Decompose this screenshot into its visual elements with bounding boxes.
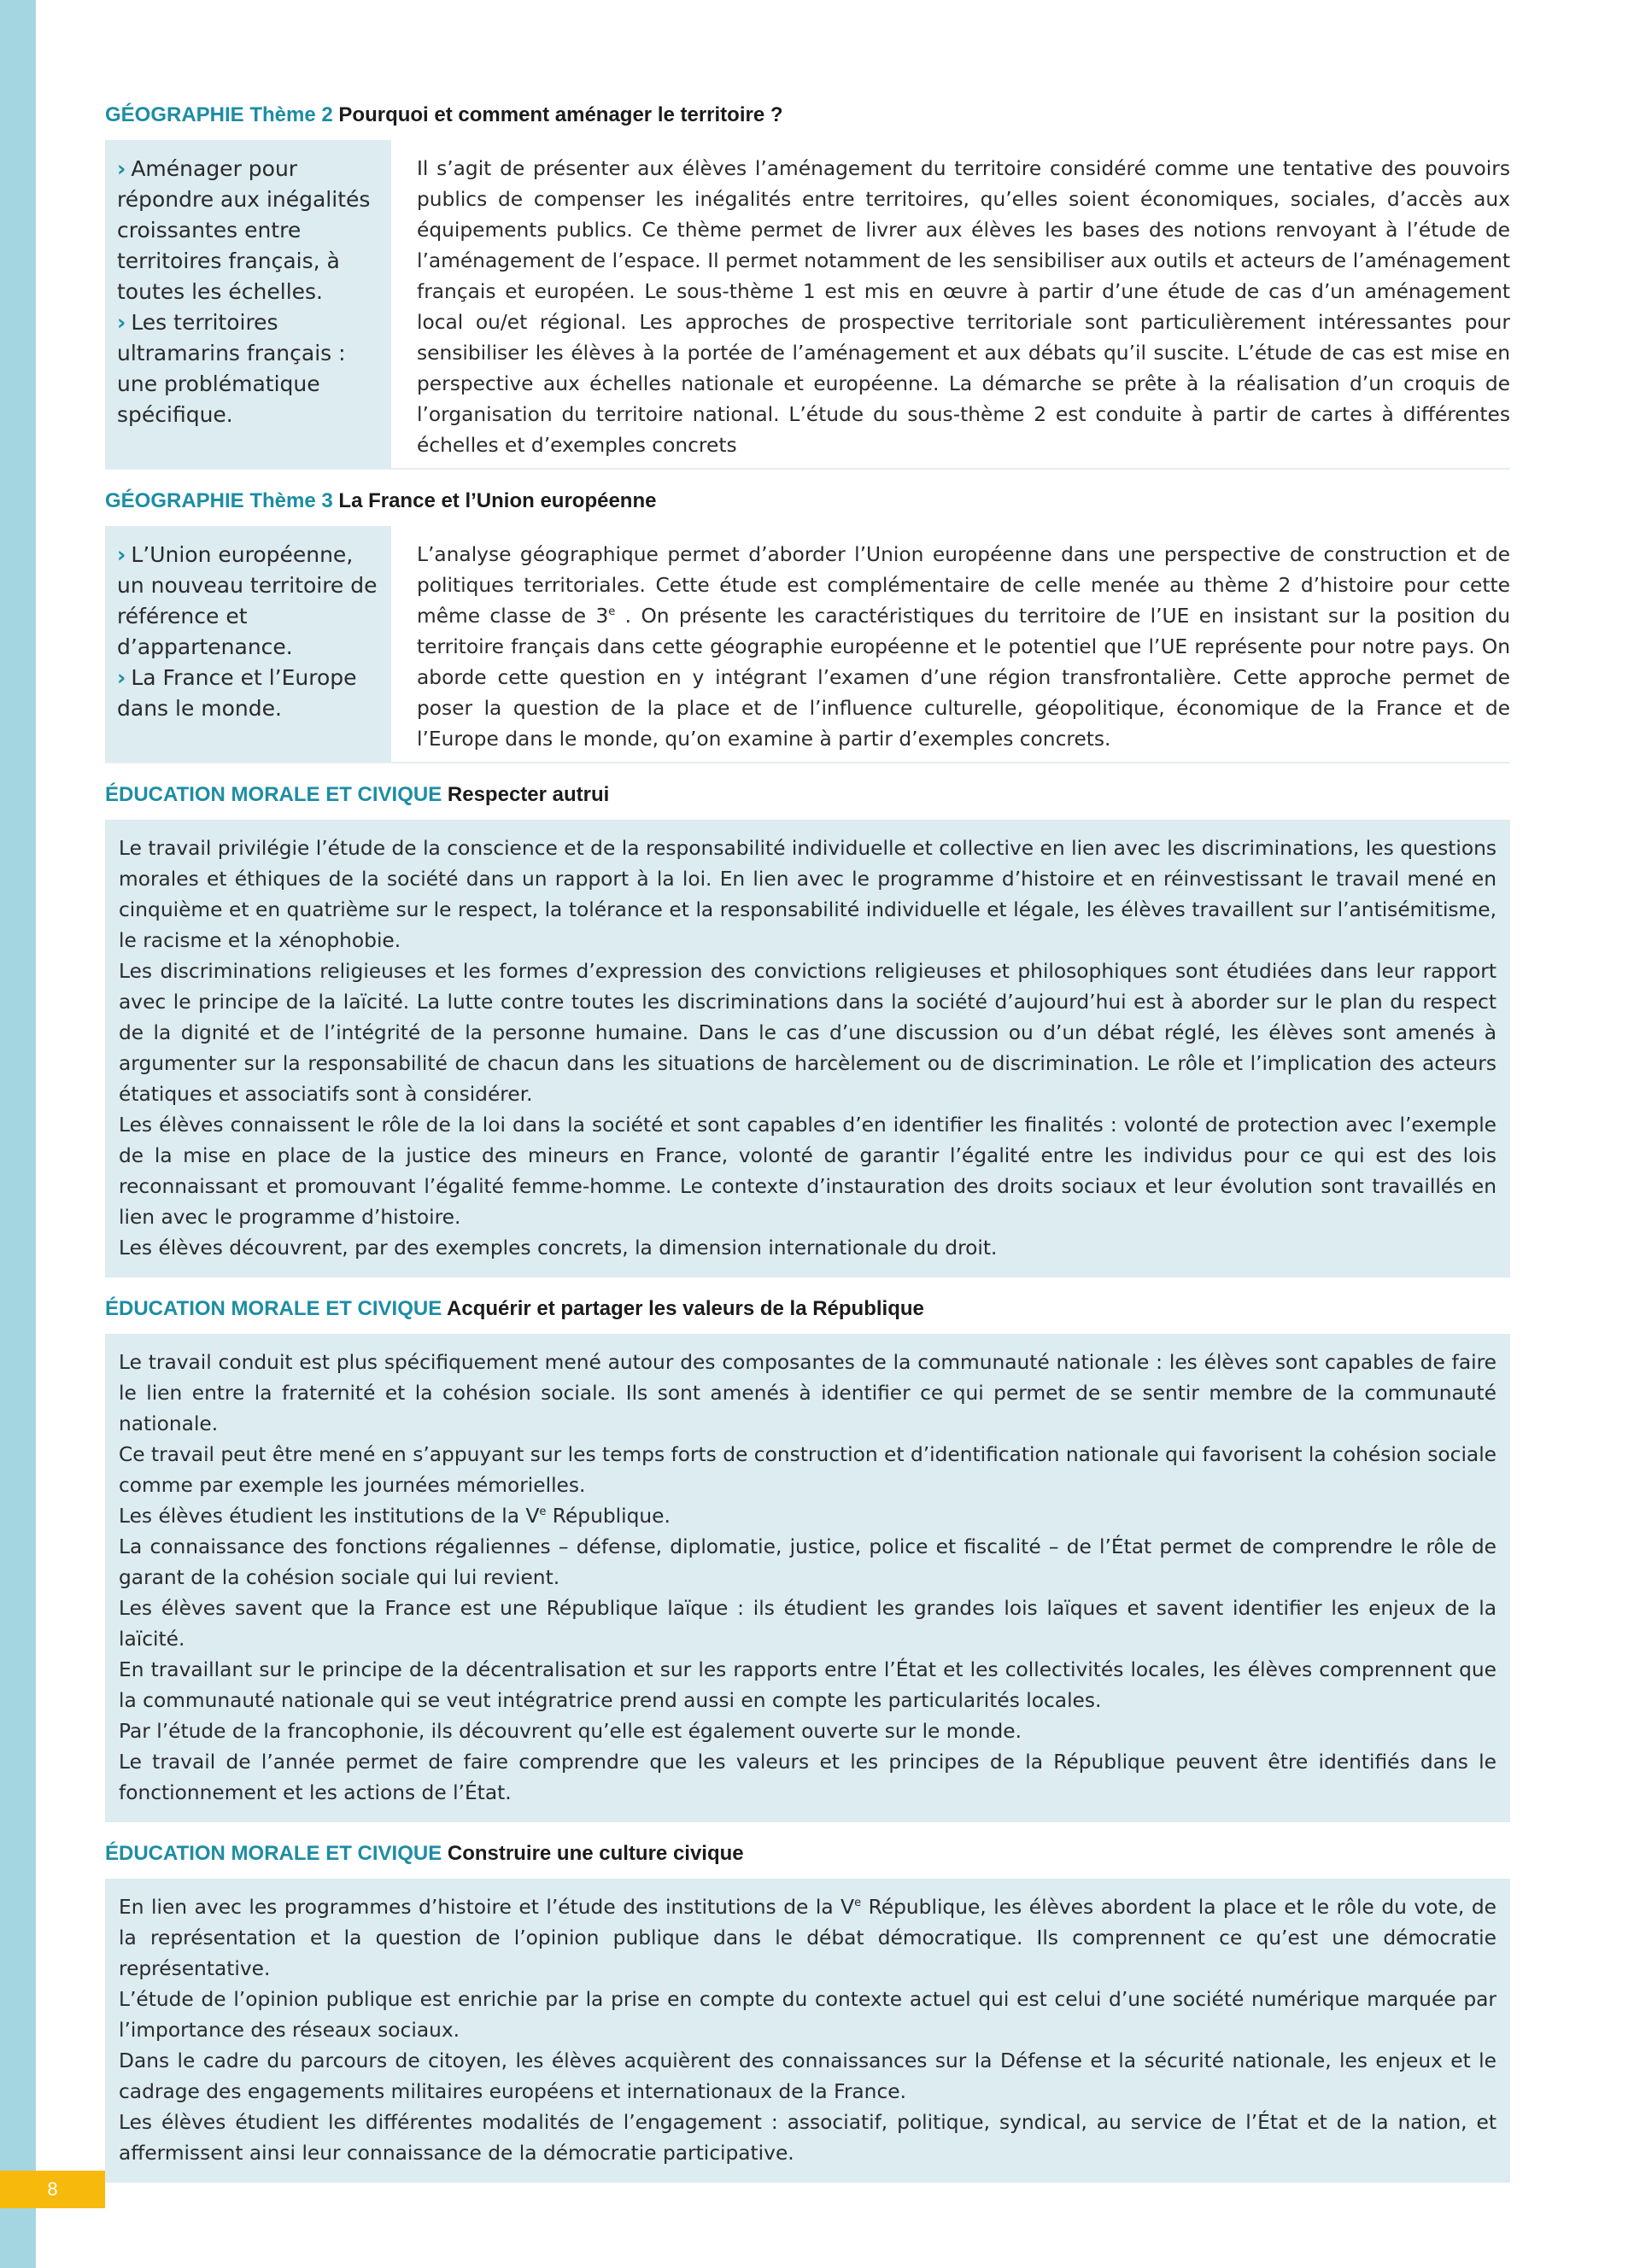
- section-kicker: ÉDUCATION MORALE ET CIVIQUE: [105, 783, 442, 806]
- paragraph: En lien avec les programmes d’histoire et l’étude des institutions de la Ve République, les élèves abordent la place et le rôle du vote, de la représentation et la question de l’opinion publique dans le débat démocratique. Ils comprennent ce qu’est une démocratie représentative.: [119, 1896, 1496, 1980]
- chevron-right-icon: ›: [117, 310, 126, 335]
- section-text: [391, 526, 1510, 762]
- paragraph: Les élèves connaissent le rôle de la loi dans la société et sont capables d’en identifier les finalités : volonté de protection avec l’exemple de la mise en place de la justice des mineurs en France, volonté de garantir l’égalité entre les individus pour ce qui est des lois reconnaissant et promouvant l’égalité femme-homme. Le contexte d’instauration des droits sociaux et leur évolution sont travaillés en lien avec le programme d’histoire.: [119, 1114, 1496, 1229]
- section-kicker: ÉDUCATION MORALE ET CIVIQUE: [105, 1297, 442, 1320]
- section-title-emc1: [105, 782, 1510, 808]
- subtheme-label: La France et l’Europe dans le monde.: [117, 665, 357, 721]
- section-title-geo2: [105, 102, 1510, 128]
- paragraph: Le travail conduit est plus spécifiquement mené autour des composantes de la communauté nationale : les élèves sont capables de faire le lien entre la fraternité et la cohésion sociale. Ils sont amenés à identifier ce qui permet de se sentir membre de la communauté nationale.: [119, 1351, 1496, 1435]
- paragraph: Les élèves étudient les différentes modalités de l’engagement : associatif, politique, syndical, au service de l’État et de la nation, et affermissent ainsi leur connaissance de la démocratie participative.: [119, 2111, 1496, 2165]
- paragraph: Dans le cadre du parcours de citoyen, les élèves acquièrent des connaissances sur la Défense et la sécurité nationale, les enjeux et le cadrage des engagements militaires européens et internationaux de la France.: [119, 2049, 1496, 2103]
- page-number: 8: [0, 2171, 105, 2208]
- paragraph: L’analyse géographique permet d’aborder l’Union européenne dans une perspective de construction et de politiques territoriales. Cette étude est complémentaire de celle menée au thème 2 d’histoire pour cette même classe de 3e . On présente les caractéristiques du territoire de l’UE en insistant sur la position du territoire français dans cette géographie européenne et le potentiel que l’UE représente pour notre pays. On aborde cette question en y intégrant l’examen d’une région transfrontalière. Cette approche permet de poser la question de la place et de l’influence culturelle, géopolitique, économique de la France et de l’Europe dans le monde, qu’on examine à partir d’exemples concrets.: [417, 543, 1510, 751]
- section-title-emc2: [105, 1296, 1510, 1322]
- section-box-emc3: [105, 1879, 1510, 2183]
- subtheme-item: [117, 540, 378, 663]
- paragraph: La connaissance des fonctions régaliennes – défense, diplomatie, justice, police et fiscalité – de l’État permet de comprendre le rôle de garant de la cohésion sociale qui lui revient.: [119, 1535, 1496, 1589]
- section-kicker: ÉDUCATION MORALE ET CIVIQUE: [105, 1842, 442, 1865]
- paragraph: Par l’étude de la francophonie, ils découvrent qu’elle est également ouverte sur le monde.: [119, 1720, 1022, 1743]
- section-text: [391, 140, 1510, 468]
- section-heading: Acquérir et partager les valeurs de la République: [447, 1297, 924, 1320]
- section-kicker: GÉOGRAPHIE Thème 2: [105, 103, 333, 126]
- page-content: [105, 102, 1510, 2201]
- section-heading: Pourquoi et comment aménager le territoire ?: [338, 103, 783, 126]
- subtheme-item: [117, 663, 378, 724]
- subtheme-list: [105, 140, 391, 468]
- paragraph: Les élèves étudient les institutions de la Ve République.: [119, 1505, 671, 1528]
- subtheme-label: Aménager pour répondre aux inégalités croissantes entre territoires français, à toutes les échelles.: [117, 156, 371, 304]
- paragraph: Le travail de l’année permet de faire comprendre que les valeurs et les principes de la République peuvent être identifiés dans le fonctionnement et les actions de l’État.: [119, 1751, 1496, 1804]
- subtheme-label: L’Union européenne, un nouveau territoire de référence et d’appartenance.: [117, 542, 378, 659]
- paragraph: Les élèves découvrent, par des exemples concrets, la dimension internationale du droit.: [119, 1236, 998, 1260]
- section-title-geo3: [105, 488, 1510, 514]
- chevron-right-icon: ›: [117, 156, 126, 181]
- section-box-emc2: [105, 1334, 1510, 1822]
- section-kicker: GÉOGRAPHIE Thème 3: [105, 489, 333, 512]
- subtheme-list: [105, 526, 391, 762]
- paragraph: L’étude de l’opinion publique est enrichie par la prise en compte du contexte actuel qui est celui d’une société numérique marquée par l’importance des réseaux sociaux.: [119, 1988, 1496, 2042]
- paragraph: Il s’agit de présenter aux élèves l’aménagement du territoire considéré comme une tentative des pouvoirs publics de compenser les inégalités entre territoires, qu’elles soient économiques, sociales, d’accès aux équipements publics. Ce thème permet de livrer aux élèves les bases des notions renvoyant à l’étude de l’aménagement de l’espace. Il permet notamment de les sensibiliser aux outils et acteurs de l’aménagement français et européen. Le sous-thème 1 est mis en œuvre à partir d’une étude de cas d’un aménagement local ou/et régional. Les approches de prospective territoriale sont particulièrement intéressantes pour sensibiliser les élèves à la portée de l’aménagement et aux débats qu’il suscite. L’étude de cas est mise en perspective aux échelles nationale et européenne. La démarche se prête à la réalisation d’un croquis de l’organisation du territoire national. L’étude du sous-thème 2 est conduite à partir de cartes à différentes échelles et d’exemples concrets: [417, 157, 1510, 457]
- chevron-right-icon: ›: [117, 542, 126, 567]
- paragraph: Ce travail peut être mené en s’appuyant sur les temps forts de construction et d’identification nationale qui favorisent la cohésion sociale comme par exemple les journées mémorielles.: [119, 1443, 1496, 1497]
- section-heading: Construire une culture civique: [447, 1842, 744, 1865]
- chevron-right-icon: ›: [117, 665, 126, 690]
- paragraph: Les discriminations religieuses et les formes d’expression des convictions religieuses et philosophiques sont étudiées dans leur rapport avec le principe de la laïcité. La lutte contre toutes les discriminations dans la société d’aujourd’hui est à aborder sur le plan du respect de la dignité et de l’intégrité de la personne humaine. Dans le cas d’une discussion ou d’un débat réglé, les élèves sont amenés à argumenter sur la responsabilité de chacun dans les situations de harcèlement ou de discrimination. Le rôle et l’implication des acteurs étatiques et associatifs sont à considérer.: [119, 960, 1496, 1106]
- section-heading: Respecter autrui: [447, 783, 610, 806]
- subtheme-label: Les territoires ultramarins français : une problématique spécifique.: [117, 310, 346, 427]
- section-box-emc1: [105, 820, 1510, 1277]
- section-body-geo2: [105, 140, 1510, 470]
- subtheme-item: [117, 154, 378, 307]
- section-title-emc3: [105, 1841, 1510, 1867]
- subtheme-item: [117, 307, 378, 430]
- section-heading: La France et l’Union européenne: [338, 489, 657, 512]
- side-color-band: [0, 0, 36, 2268]
- paragraph: En travaillant sur le principe de la décentralisation et sur les rapports entre l’État et les collectivités locales, les élèves comprennent que la communauté nationale qui se veut intégratrice prend aussi en compte les particularités locales.: [119, 1658, 1496, 1712]
- paragraph: Les élèves savent que la France est une République laïque : ils étudient les grandes lois laïques et savent identifier les enjeux de la laïcité.: [119, 1597, 1496, 1651]
- paragraph: Le travail privilégie l’étude de la conscience et de la responsabilité individuelle et collective en lien avec les discriminations, les questions morales et éthiques de la société dans un rapport à la loi. En lien avec le programme d’histoire et en réinvestissant le travail mené en cinquième et en quatrième sur le respect, la tolérance et la responsabilité individuelle et légale, les élèves travaillent sur l’antisémitisme, le racisme et la xénophobie.: [119, 837, 1496, 952]
- section-body-geo3: [105, 526, 1510, 763]
